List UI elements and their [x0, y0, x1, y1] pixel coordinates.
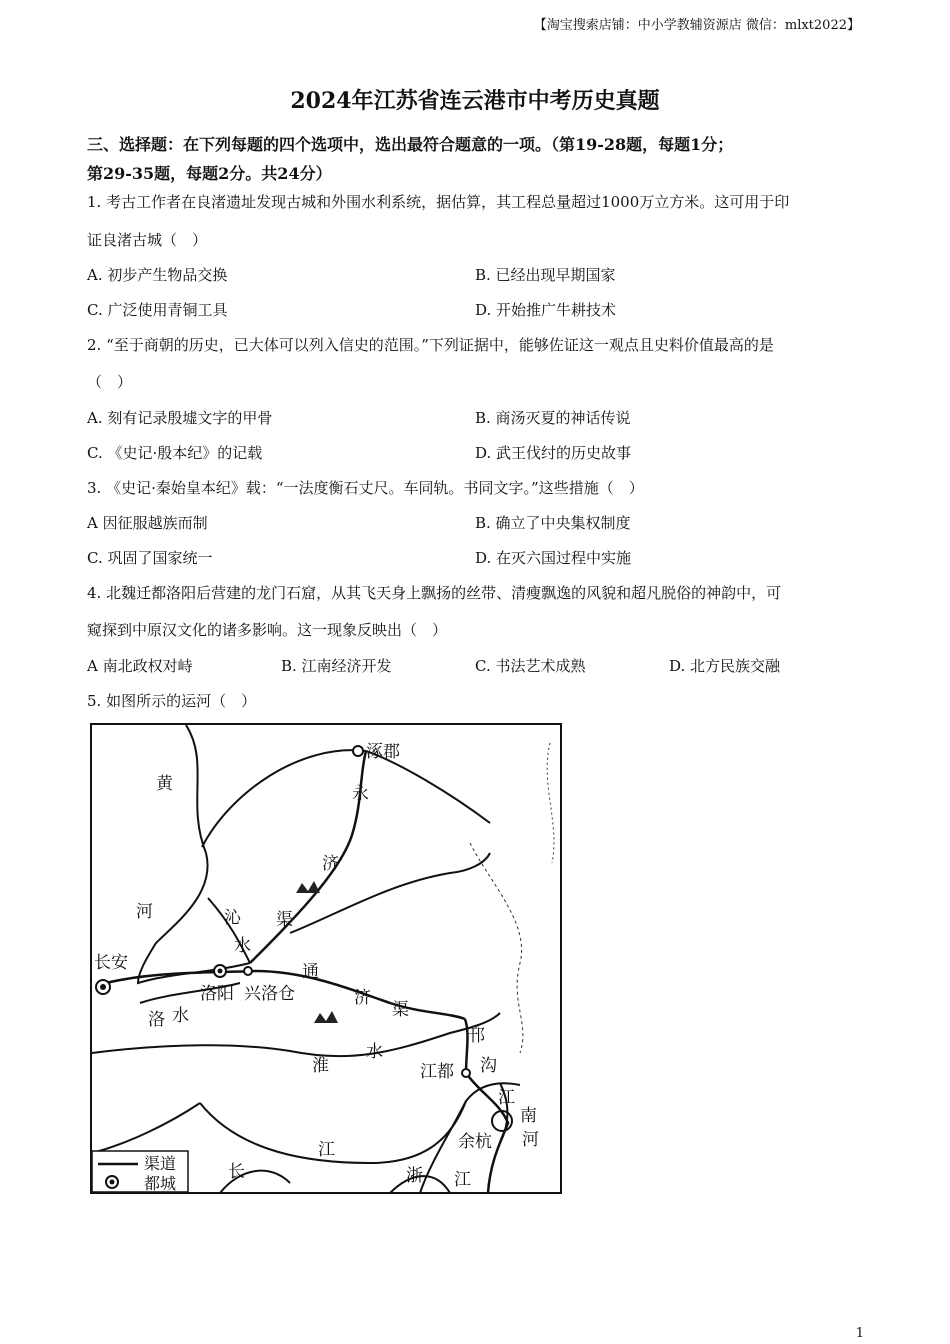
label-shui-huai: 水 — [366, 1042, 383, 1062]
city-marker-xingluocang — [244, 967, 252, 975]
section-heading-line1: 三、选择题：在下列每题的四个选项中，选出最符合题意的一项。（第19-28题，每题1分； — [87, 135, 734, 154]
label-zhuojun: 涿郡 — [366, 742, 400, 762]
q4-option-c: C. 书法艺术成熟 — [475, 657, 586, 675]
label-changan: 长安 — [94, 953, 128, 973]
label-shui-luo: 水 — [172, 1006, 189, 1026]
map-legend — [92, 1151, 188, 1193]
q1-option-d: D. 开始推广牛耕技术 — [475, 301, 617, 319]
q4-stem-line1: 4. 北魏迁都洛阳后营建的龙门石窟，从其飞天身上飘扬的丝带、清瘦飘逸的风貌和超凡脱俗的神韵中，可 — [87, 584, 782, 602]
q3-option-d: D. 在灭六国过程中实施 — [475, 549, 632, 567]
page-title: 2024年江苏省连云港市中考历史真题 — [290, 88, 660, 114]
label-luoyang: 洛阳 — [200, 984, 234, 1004]
label-shui-qin: 水 — [234, 936, 251, 956]
q3-option-c: C. 巩固了国家统一 — [87, 549, 213, 567]
q1-option-a: A. 初步产生物品交换 — [87, 266, 228, 284]
page-number: 1 — [855, 1326, 864, 1341]
q1-stem-line2: 证良渚古城（ ） — [87, 231, 208, 249]
q2-option-a: A. 刻有记录殷墟文字的甲骨 — [87, 409, 273, 427]
label-yong: 永 — [352, 784, 369, 804]
header-note: 【淘宝搜索店铺：中小学教辅资源店 微信：mlxt2022】 — [533, 18, 860, 33]
label-qu-tongji: 渠 — [392, 1000, 409, 1020]
q3-option-a: A 因征服越族而制 — [87, 514, 208, 532]
q3-option-b: B. 确立了中央集权制度 — [475, 514, 631, 532]
legend-capital-label: 都城 — [144, 1174, 177, 1193]
label-ji-tongji: 济 — [354, 988, 371, 1008]
section-heading-line2: 第29-35题，每题2分。共24分） — [87, 164, 332, 183]
label-huang: 黄 — [156, 774, 173, 794]
label-qin: 沁 — [224, 908, 241, 928]
q2-option-d: D. 武王伐纣的历史故事 — [475, 444, 632, 462]
label-he-jiangnan: 河 — [522, 1130, 539, 1150]
label-luo: 洛 — [148, 1010, 165, 1030]
label-ji-north: 济 — [322, 854, 339, 874]
label-jiang-jiangnan: 江 — [498, 1088, 515, 1108]
q4-option-a: A 南北政权对峙 — [87, 657, 193, 675]
q2-stem-line1: 2. “至于商朝的历史，已大体可以列入信史的范围。”下列证据中，能够佐证这一观点且史料价值最高的是 — [87, 336, 774, 354]
label-nan: 南 — [520, 1106, 537, 1126]
label-qu-north: 渠 — [276, 910, 293, 930]
label-gou: 沟 — [480, 1056, 497, 1076]
label-zhe: 浙 — [406, 1166, 423, 1186]
label-xingluocang: 兴洛仓 — [244, 984, 295, 1004]
q2-option-c: C. 《史记·殷本纪》的记载 — [87, 444, 263, 462]
legend-canal-label: 渠道 — [144, 1154, 177, 1173]
q5-stem: 5. 如图所示的运河（ ） — [87, 692, 257, 710]
q4-option-b: B. 江南经济开发 — [281, 657, 392, 675]
q3-stem: 3. 《史记·秦始皇本纪》载：“一法度衡石丈尺。车同轨。书同文字。”这些措施（ ） — [87, 479, 644, 497]
q2-stem-line2: （ ） — [87, 373, 133, 391]
label-han: 邗 — [468, 1026, 485, 1046]
label-tong: 通 — [302, 962, 319, 982]
label-yuhang: 余杭 — [458, 1132, 492, 1152]
q4-stem-line2: 窥探到中原汉文化的诸多影响。这一现象反映出（ ） — [87, 621, 448, 639]
label-he: 河 — [136, 902, 153, 922]
q1-stem-line1: 1. 考古工作者在良渚遗址发现古城和外围水利系统，据估算，其工程总量超过1000万立方米。这可用于印 — [87, 193, 790, 211]
city-marker-jiangdu — [462, 1069, 470, 1077]
label-jiang-yangtze: 江 — [318, 1140, 335, 1160]
q1-option-c: C. 广泛使用青铜工具 — [87, 301, 228, 319]
q1-option-b: B. 已经出现早期国家 — [475, 266, 616, 284]
city-marker-zhuojun — [353, 746, 363, 756]
label-chang: 长 — [228, 1162, 245, 1182]
grand-canal-map — [90, 723, 562, 1194]
q2-option-b: B. 商汤灭夏的神话传说 — [475, 409, 631, 427]
label-huai: 淮 — [312, 1056, 329, 1076]
q4-option-d: D. 北方民族交融 — [669, 657, 781, 675]
label-jiangdu: 江都 — [420, 1062, 454, 1082]
label-jiang-zhe: 江 — [454, 1170, 471, 1190]
